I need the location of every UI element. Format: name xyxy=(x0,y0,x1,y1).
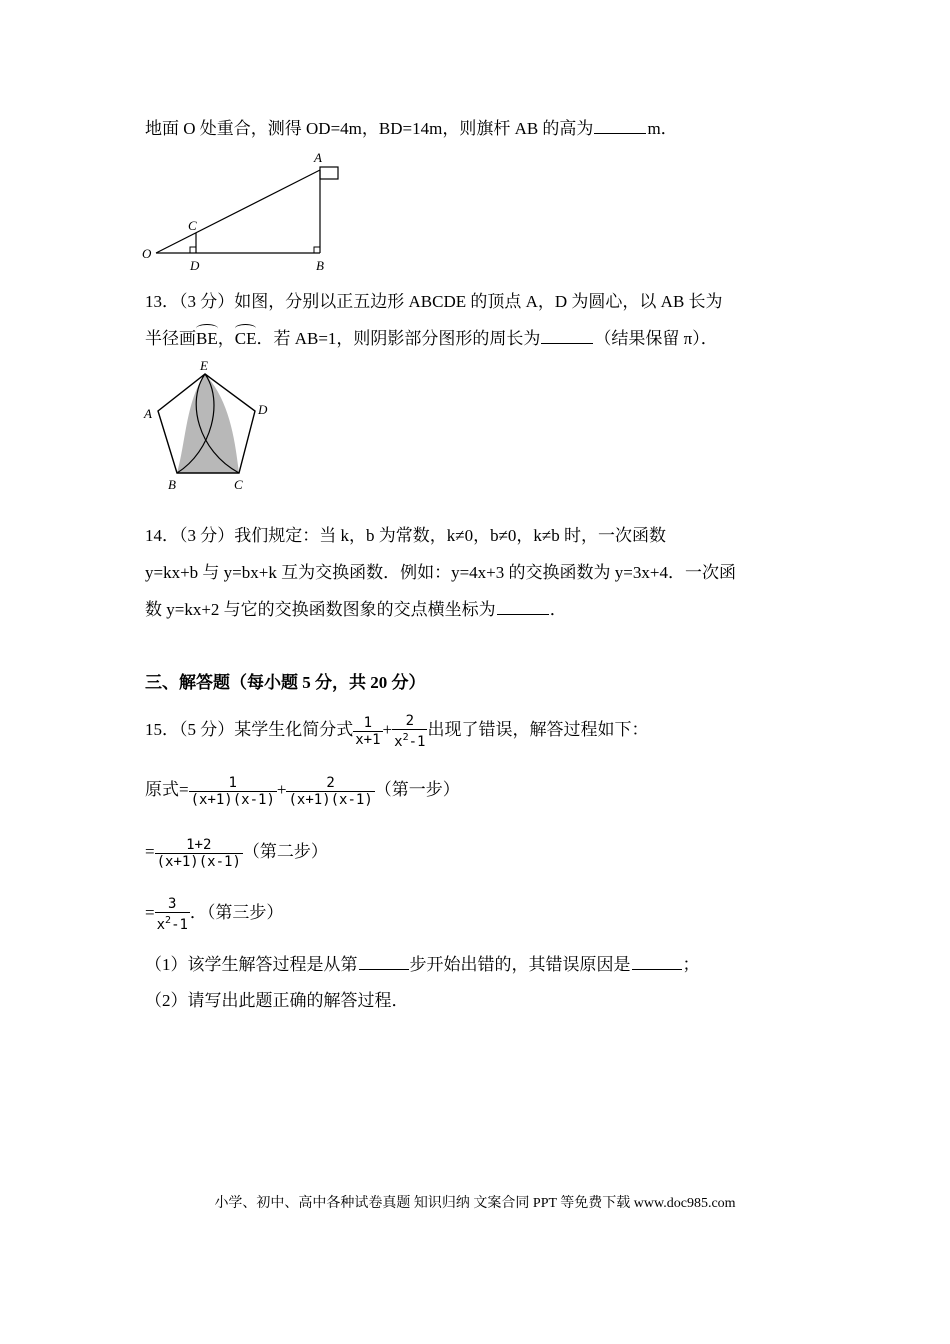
pentagon-figure xyxy=(140,356,280,496)
q15-text-b: 出现了错误，解答过程如下： xyxy=(427,720,649,739)
q14-text-2: y=kx+b 与 y=bx+k 互为交换函数．例如：y=4x+3 的交换函数为 y=3x+4．一次函 xyxy=(145,563,736,582)
step3-prefix: = xyxy=(145,903,155,922)
q12-text: 地面 O 处重合，测得 OD=4m，BD=14m，则旗杆 AB 的高为 xyxy=(145,119,594,138)
q14-line-1 xyxy=(145,525,666,547)
footer-text: 小学、初中、高中各种试卷真题 知识归纳 文案合同 PPT 等免费下载 www.doc985.com xyxy=(214,1196,736,1211)
frac2-denominator: $x^2-1$ xyxy=(394,731,426,750)
q14-answer-blank xyxy=(497,614,549,615)
q14-line-3 xyxy=(145,599,567,621)
flag-rect xyxy=(320,167,338,179)
q13-text-1: 13．（3 分）如图，分别以正五边形 ABCDE 的顶点 A，D 为圆心，以 AB 长为 xyxy=(145,292,723,311)
q14-text-1: 14．（3 分）我们规定：当 k，b 为常数，k≠0，b≠0，k≠b 时，一次函数 xyxy=(145,526,666,545)
step1-prefix: 原式= xyxy=(145,780,189,799)
frac2-numerator: 2 xyxy=(392,713,427,730)
right-angle-D xyxy=(190,247,196,253)
part1-blank-2 xyxy=(632,969,682,970)
label-B2: B xyxy=(168,477,176,492)
step1-label: （第一步） xyxy=(374,780,460,799)
step1-fraction-2: $\frac{2}{(x+1)(x-1)}$ xyxy=(288,774,373,808)
q15-step-3 xyxy=(145,893,283,933)
q14-text-3a: 数 y=kx+2 与它的交换函数图象的交点横坐标为 xyxy=(145,600,496,619)
arc-BE: BE xyxy=(196,329,218,348)
q15-fraction-1 xyxy=(353,715,382,748)
label-E: E xyxy=(200,358,208,373)
step2-label: （第二步） xyxy=(242,842,328,861)
label-B: B xyxy=(316,258,324,273)
line-OA xyxy=(156,170,320,253)
label-A2: A xyxy=(144,406,152,421)
label-O: O xyxy=(142,246,152,261)
flagpole-figure xyxy=(138,148,348,276)
part2-text: （2）请写出此题正确的解答过程． xyxy=(145,991,409,1010)
q15-step-1 xyxy=(145,770,460,810)
q12-answer-blank xyxy=(594,133,646,134)
step1-fraction-1: $\frac{1}{(x+1)(x-1)}$ xyxy=(190,774,275,808)
q15-fraction-2 xyxy=(392,713,427,750)
q12-tail-line xyxy=(145,118,678,140)
q14-text-3b: ． xyxy=(549,600,567,619)
label-C: C xyxy=(188,218,197,233)
q15-part-1 xyxy=(145,954,700,976)
q15-text-a: 15．（5 分）某学生化简分式 xyxy=(145,720,354,739)
right-angle-B xyxy=(314,247,320,253)
step3-label: ．（第三步） xyxy=(189,903,284,922)
q15-part-2 xyxy=(145,990,409,1012)
q13-line-2 xyxy=(145,328,718,350)
q13-text-2b: ， xyxy=(217,329,235,348)
q13-answer-blank xyxy=(541,343,593,344)
label-D: D xyxy=(190,258,200,273)
step3-fraction: $\frac{3}{x^2-1}$ xyxy=(156,895,188,933)
part1-text-b: 步开始出错的，其错误原因是 xyxy=(409,955,631,974)
step2-prefix: = xyxy=(145,842,155,861)
q13-text-2d: （结果保留 π）． xyxy=(594,329,718,348)
arc-CE: CE xyxy=(234,329,257,348)
plus-sign: + xyxy=(382,720,393,739)
frac1-denominator: x+1 xyxy=(355,731,381,748)
q14-line-2 xyxy=(145,562,736,584)
q13-text-2a: 半径画 xyxy=(145,329,196,348)
label-D2: D xyxy=(258,402,268,417)
frac1-numerator: 1 xyxy=(353,715,382,732)
step2-fraction: $\frac{1+2}{(x+1)(x-1)}$ xyxy=(156,836,241,870)
step3-denominator: $x^2-1$ xyxy=(156,914,188,933)
part1-blank-1 xyxy=(359,969,409,970)
part1-text-c: ； xyxy=(682,955,700,974)
label-A: A xyxy=(314,150,322,165)
page-footer xyxy=(0,1192,950,1212)
q15-intro xyxy=(145,710,648,750)
q12-unit: m． xyxy=(647,119,678,138)
step1-plus: + xyxy=(276,780,287,799)
section-heading-text: 三、解答题（每小题 5 分，共 20 分） xyxy=(145,673,426,692)
q13-line-1 xyxy=(145,291,723,313)
q15-step-2 xyxy=(145,832,328,872)
label-C2: C xyxy=(234,477,243,492)
part1-text-a: （1）该学生解答过程是从第 xyxy=(145,955,358,974)
section-heading xyxy=(145,672,426,694)
q13-text-2c: ．若 AB=1，则阴影部分图形的周长为 xyxy=(256,329,541,348)
